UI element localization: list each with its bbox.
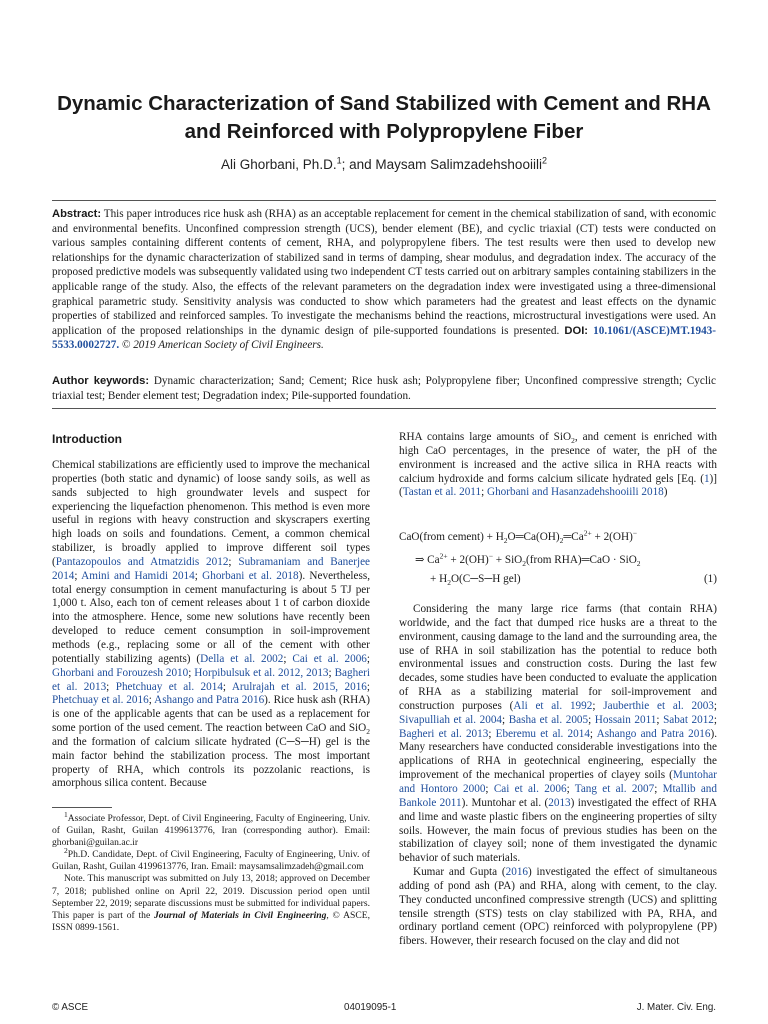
citation-link[interactable]: Bagheri et al. 2013 bbox=[399, 727, 489, 740]
subscript: 2 bbox=[366, 727, 370, 737]
text-run: Considering the many large rice farms (that contain RHA) worldwide, and the fact that dumped rice husks are a threat to the environment, causing damage to the land and the surrounding area, the use of RHA in soil stabilization has the potential to reduce both environmental issues and construction costs. During the last few decades, some studies have been conducted to evaluate the application of RHA as a stabilizing material for soil-improvement and construction purposes ( bbox=[399, 603, 717, 712]
citation-link[interactable]: Hossain 2011 bbox=[594, 713, 657, 726]
footnote-2 bbox=[52, 846, 370, 873]
subscript: 2 bbox=[636, 559, 641, 569]
eq-text: O═Ca(OH) bbox=[507, 531, 560, 543]
abstract-bottom-rule bbox=[52, 408, 716, 409]
intro-paragraph-3 bbox=[399, 603, 717, 866]
text-run: ) bbox=[663, 486, 668, 499]
text-run: , and cement is enriched with high CaO percentages, in the presence of water, the pH of the environment is increased and the active silica in RHA reacts with calcium hydroxide and forms calcium silicate hydrated gels [Eq. ( bbox=[399, 431, 717, 485]
footnote-text: Ph.D. Candidate, Dept. of Civil Engineering, Faculty of Engineering, Univ. of Guilan, Rasht, Guilan 4199613776, Iran. Email: maysamsalimzadeh@gmail.com bbox=[52, 849, 370, 873]
footer-article-number: 04019095-1 bbox=[344, 1002, 397, 1013]
text-run: ) investigated the effect of RHA and lime and waste plastic fibers on the engineering properties of silty soils. However, the main focus of previous studies has been on the stabilization of clayey soil; none of them investigated the dynamic behavior of such materials. bbox=[399, 796, 717, 865]
text-run: Kumar and Gupta ( bbox=[413, 866, 506, 879]
text-run: and the formation of calcium silicate hydrated (C─S─H) gel is the main factor behind the stabilization process. The most important property of RHA, which controls its pozzolanic reactions, is amorphous silica content. Because bbox=[52, 735, 370, 790]
eq-text: + 2(OH) bbox=[447, 554, 489, 566]
footnote-mark: 1 bbox=[64, 809, 68, 819]
text-run: Chemical stabilizations are efficiently used to improve the mechanical properties (both static and dynamic) of loose sandy soils, as well as sands subjected to high groundwater levels and suspect for experiencing the liquefaction phenomenon. This method is even more useful in regions with heavy construction and skyscrapers exerting high loads on soils and foundations. Cement, a common chemical stabilizer, is broadly applied to improve different soil types ( bbox=[52, 459, 370, 568]
text-run: ; bbox=[654, 782, 663, 795]
authors-line bbox=[40, 157, 728, 172]
text-run: ; bbox=[656, 713, 664, 726]
eq-text: + H bbox=[430, 573, 448, 585]
eq-text: + 2(OH) bbox=[591, 531, 633, 543]
note-text: Note. This manuscript was submitted on July 13, 2018; approved on December 7, 2018; published online on April 22, 2019. Discussion period open until September 22, 2019; separate discussions must be submitted for individual papers. This paper is part of the bbox=[52, 873, 370, 921]
citation-link[interactable]: Ghorbani et al. 2018 bbox=[202, 569, 299, 582]
citation-link[interactable]: Eberemu et al. 2014 bbox=[495, 727, 590, 740]
intro-paragraph-4 bbox=[399, 866, 717, 949]
abstract-label: Abstract: bbox=[52, 208, 102, 220]
text-run: ; bbox=[502, 713, 509, 726]
footer-journal: J. Mater. Civ. Eng. bbox=[636, 1002, 716, 1013]
citation-link[interactable]: Muntohar and Hontoro 2000 bbox=[399, 769, 717, 795]
author-keywords bbox=[52, 374, 716, 403]
abstract bbox=[52, 207, 716, 353]
author-separator: ; and bbox=[341, 157, 376, 172]
copyright-text: © 2019 American Society of Civil Engineers. bbox=[121, 339, 324, 352]
text-run: ; bbox=[481, 486, 487, 499]
text-run: ; bbox=[488, 727, 496, 740]
superscript: − bbox=[488, 551, 493, 561]
citation-link[interactable]: Sivapulliah et al. 2004 bbox=[399, 713, 503, 726]
citation-link[interactable]: Ghorbani and Hasanzadehshooiili 2018 bbox=[486, 486, 664, 499]
text-run: ; bbox=[713, 699, 718, 712]
text-run: ). Many researchers have conducted considerable investigations into the applications of RHA in geotechnical engineering, especially the improvement of the mechanical properties of clayey soils ( bbox=[399, 727, 718, 782]
eq-text: + SiO bbox=[492, 554, 523, 566]
citation-link[interactable]: Della et al. 2002 bbox=[200, 652, 284, 665]
citation-link[interactable]: Amini and Hamidi 2014 bbox=[81, 569, 195, 582]
author-1: Ali Ghorbani, Ph.D. bbox=[221, 157, 337, 172]
doi-label: DOI: bbox=[564, 324, 589, 337]
citation-link[interactable]: Subramaniam and Banerjee 2014 bbox=[52, 555, 371, 582]
equation-line-3 bbox=[430, 573, 521, 588]
author-1-affiliation-mark: 1 bbox=[336, 155, 342, 166]
intro-paragraph-2 bbox=[399, 431, 717, 500]
citation-link[interactable]: Ashango and Patra 2016 bbox=[154, 694, 265, 707]
text-run: ; bbox=[148, 694, 155, 707]
subscript: 2 bbox=[522, 559, 527, 569]
text-run: ) investigated the effect of simultaneous adding of pond ash (PA) and RHA, along with cement, to the clay. They conducted unconfined compressive strength (UCS) and splitting tensile strength (STS) tests on clay stabilized with PA, RHA, and ordinary portland cement (OPC) reinforced with polypropylene (PP) fibers. However, their research focused on the clay and did not bbox=[399, 866, 717, 948]
citation-link[interactable]: Arulrajah et al. 2015, 2016 bbox=[231, 680, 367, 693]
right-column-bottom bbox=[399, 603, 717, 949]
subscript: 2 bbox=[559, 536, 564, 546]
citation-link[interactable]: Pantazopoulos and Atmatzidis 2012 bbox=[55, 555, 229, 568]
citation-link[interactable]: Basha et al. 2005 bbox=[508, 713, 589, 726]
text-run: ; bbox=[283, 652, 293, 665]
text-run: ; bbox=[589, 727, 597, 740]
equation-link[interactable]: 1 bbox=[703, 472, 710, 485]
text-run: ). Muntohar et al. ( bbox=[461, 796, 549, 809]
right-column-top bbox=[399, 431, 717, 500]
text-run: ). Nevertheless, total energy consumption in cement manufacturing is about 5 TJ per 1,000 t. Also, each ton of cement releases about 1 t of carbon dioxide into the atmosphere. Hence, some new solutions have recently been developed to reduce cement consumption in soil-improvement methods (e.g., replacing some or all of the cement with other potentially stabilizing agents) ( bbox=[52, 569, 371, 665]
text-run: ; bbox=[74, 569, 82, 582]
text-run: ). Rice husk ash (RHA) is one of the applicable agents that can be used as a replacement for some portion of the used cement. The reaction between CaO and SiO bbox=[52, 694, 370, 735]
text-run: ; bbox=[366, 652, 371, 665]
eq-text: (from RHA)═CaO · SiO bbox=[526, 554, 637, 566]
citation-link[interactable]: 2016 bbox=[505, 866, 529, 879]
citation-link[interactable]: Phetchuay et al. 2016 bbox=[52, 694, 149, 707]
text-run: ; bbox=[194, 569, 203, 582]
superscript: 2+ bbox=[583, 528, 592, 538]
footnote-rule bbox=[52, 807, 112, 808]
citation-link[interactable]: Phetchuay et al. 2014 bbox=[115, 680, 223, 693]
citation-link[interactable]: Ashango and Patra 2016 bbox=[596, 727, 711, 740]
keywords-text: Dynamic characterization; Sand; Cement; Rice husk ash; Polypropylene fiber; Unconfined compressive strength; Cyclic triaxial test; Bender element test; Degradation index; Pile-supported foundation. bbox=[52, 375, 717, 402]
paper-title: Dynamic Characterization of Sand Stabilized with Cement and RHA and Reinforced with Polypropylene Fiber bbox=[57, 92, 711, 143]
journal-name: Journal of Materials in Civil Engineering bbox=[154, 909, 327, 921]
citation-link[interactable]: 2013 bbox=[548, 796, 571, 809]
citation-link[interactable]: Tastan et al. 2011 bbox=[402, 486, 482, 499]
citation-link[interactable]: Sabat 2012 bbox=[663, 713, 714, 726]
footnote-1 bbox=[52, 809, 370, 849]
text-run: ; bbox=[328, 666, 335, 679]
eq-text: CaO(from cement) + H bbox=[399, 531, 504, 543]
equation-number: (1) bbox=[703, 573, 717, 585]
citation-link[interactable]: Horpibulsuk et al. 2012, 2013 bbox=[194, 666, 329, 679]
left-column bbox=[52, 459, 370, 791]
equation-line-2 bbox=[415, 551, 641, 569]
subscript: 2 bbox=[571, 436, 575, 446]
text-run: ; bbox=[228, 555, 239, 568]
abstract-text: This paper introduces rice husk ash (RHA) as an acceptable replacement for cement in the chemical stabilization of sand, with economic and environmental benefits. Unconfined compression strength (UCS), bender element (BE), and cyclic triaxial (CT) tests were conducted on various samples containing different contents of cement, RHA, and polypropylene fibers. The test results were then used to develop new relationships for the dynamic characterization of stabilized sand in terms of damping, shear modulus, and degradation index. The accuracy of the proposed predictive models was subsequently validated using two independent CT tests carried out on arbitrary samples containing stabilizers in the applicable range of the study. Also, the effects of the relevant parameters on the degradation index were investigated using a three-dimensional graphical parametric study. Sensitivity analysis was conducted to show which parameters had the greatest and least effects on the dynamic properties of stabilized and reinforced samples. To investigate the mechanisms behind the reactions, microstructural investigations were used. An application of the proposed relationships in the dynamic design of pile-supported foundations is presented. bbox=[52, 208, 716, 337]
footnote-mark: 2 bbox=[64, 846, 68, 856]
text-run: ; bbox=[222, 680, 232, 693]
abstract-top-rule bbox=[52, 200, 716, 201]
subscript: 2 bbox=[447, 578, 451, 588]
text-run: RHA contains large amounts of SiO bbox=[399, 431, 572, 443]
text-run: ; bbox=[592, 699, 604, 712]
text-run: ; bbox=[588, 713, 595, 726]
footnote-text: Associate Professor, Dept. of Civil Engineering, Faculty of Engineering, Univ. of Guilan, Rasht, Guilan 4199613776, Iran (corresponding author). Email: ghorbani@guilan.ac.ir bbox=[52, 813, 370, 849]
citation-link[interactable]: Ghorbani and Forouzesh 2010 bbox=[52, 666, 189, 679]
text-run: ; bbox=[566, 782, 575, 795]
citation-link[interactable]: Tang et al. 2007 bbox=[574, 782, 655, 795]
equation-line-1 bbox=[399, 528, 638, 546]
eq-text: O(C─S─H gel) bbox=[450, 573, 521, 585]
footer-copyright: © ASCE bbox=[52, 1002, 89, 1013]
superscript: 2+ bbox=[439, 551, 448, 561]
text-run: ; bbox=[188, 666, 195, 679]
eq-text: ═Ca bbox=[563, 531, 584, 543]
text-run: ; bbox=[366, 680, 371, 693]
doi-link[interactable]: 10.1061/(ASCE)MT.1943-5533.0002727. bbox=[52, 324, 716, 352]
text-run: ; bbox=[485, 782, 494, 795]
section-heading-introduction: Introduction bbox=[52, 432, 122, 446]
citation-link[interactable]: Ali et al. 1992 bbox=[513, 699, 593, 712]
text-run: ; bbox=[106, 680, 116, 693]
citation-link[interactable]: Mtallib and Bankole 2011 bbox=[399, 782, 717, 809]
eq-text: ⇒ Ca bbox=[415, 554, 440, 566]
footnotes bbox=[52, 809, 370, 934]
citation-link[interactable]: Cai et al. 2006 bbox=[292, 652, 367, 665]
text-run: )] ( bbox=[399, 472, 717, 499]
citation-link[interactable]: Cai et al. 2006 bbox=[493, 782, 567, 795]
submission-note bbox=[52, 873, 370, 933]
keywords-label: Author keywords: bbox=[52, 375, 150, 387]
citation-link[interactable]: Bagheri et al. 2013 bbox=[52, 666, 371, 693]
author-2: Maysam Salimzadehshooiili bbox=[375, 157, 542, 172]
superscript: − bbox=[632, 528, 638, 538]
citation-link[interactable]: Jauberthie et al. 2003 bbox=[603, 699, 714, 712]
note-text: , © ASCE, ISSN 0899-1561. bbox=[52, 909, 370, 933]
text-run: ; bbox=[713, 713, 717, 726]
subscript: 2 bbox=[503, 536, 508, 546]
author-2-affiliation-mark: 2 bbox=[541, 155, 547, 166]
intro-paragraph-1 bbox=[52, 459, 370, 791]
